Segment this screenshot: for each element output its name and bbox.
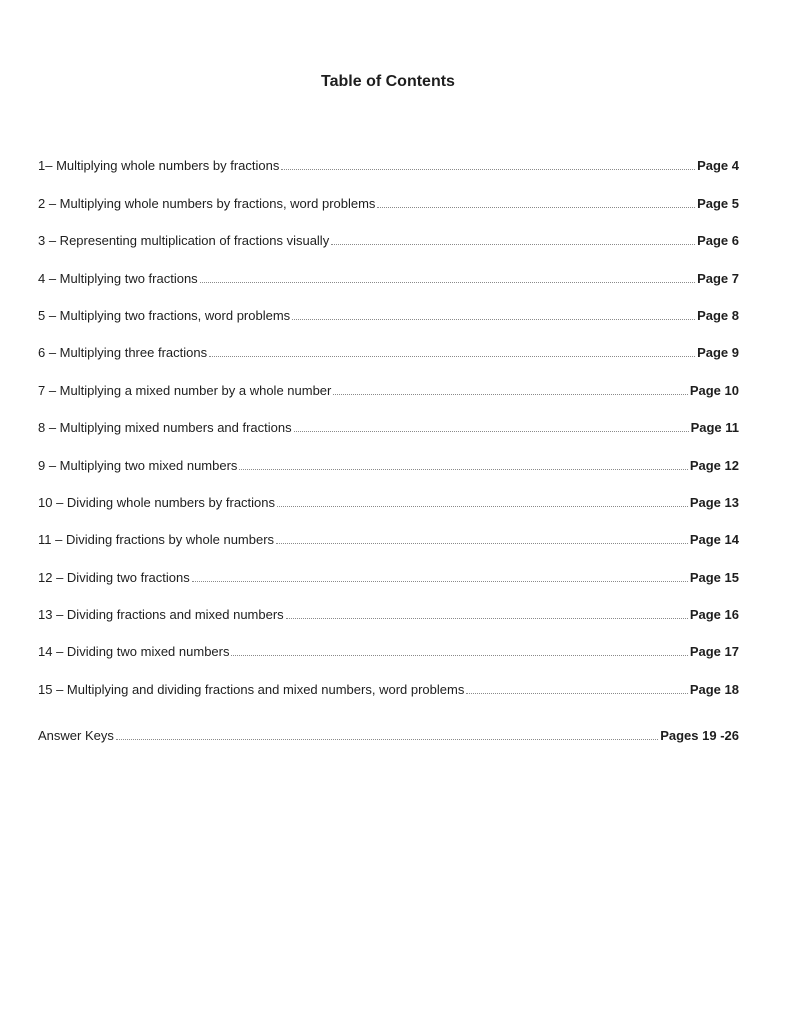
toc-entry-6[interactable] — [38, 335, 739, 372]
toc-entry-label: 14 – Dividing two mixed numbers — [38, 644, 230, 660]
toc-entry-label: 15 – Multiplying and dividing fractions and mixed numbers, word problems — [38, 681, 465, 697]
toc-entry-page: Page 11 — [690, 420, 739, 436]
toc-entry-label: 5 – Multiplying two fractions, word problems — [38, 307, 291, 323]
toc-entry-page: Page 9 — [697, 345, 739, 361]
toc-entry-15[interactable] — [38, 671, 739, 708]
toc-entry-11[interactable] — [38, 522, 739, 559]
toc-entry-label: 7 – Multiplying a mixed number by a whole number — [38, 382, 332, 398]
dot-leader — [239, 469, 687, 470]
toc-entry-label: 10 – Dividing whole numbers by fractions — [38, 494, 276, 510]
dot-leader — [377, 207, 695, 208]
dot-leader — [209, 356, 695, 357]
toc-entry-answer-keys[interactable] — [38, 718, 739, 755]
toc-entry-3[interactable] — [38, 223, 739, 260]
toc-entry-page: Page 12 — [689, 457, 739, 473]
toc-entry-page: Page 5 — [697, 195, 739, 211]
toc-entry-12[interactable] — [38, 559, 739, 596]
toc-entry-page: Page 17 — [689, 644, 739, 660]
toc-entry-page: Pages 19 -26 — [660, 728, 739, 744]
toc-entry-label: 12 – Dividing two fractions — [38, 569, 190, 585]
dot-leader — [276, 543, 688, 544]
toc-entry-4[interactable] — [38, 260, 739, 297]
toc-entry-page: Page 16 — [689, 607, 739, 623]
page-title: Table of Contents — [321, 73, 455, 90]
toc-entry-label: 2 – Multiplying whole numbers by fractions, word problems — [38, 195, 376, 211]
toc-entry-5[interactable] — [38, 298, 739, 335]
toc-entry-label: 13 – Dividing fractions and mixed numbers — [38, 607, 284, 623]
toc-entry-8[interactable] — [38, 410, 739, 447]
dot-leader — [333, 394, 687, 395]
toc-entry-2[interactable] — [38, 185, 739, 222]
dot-leader — [281, 169, 695, 170]
toc-entry-9[interactable] — [38, 447, 739, 484]
dot-leader — [466, 693, 688, 694]
toc-entry-label: 6 – Multiplying three fractions — [38, 345, 208, 361]
toc-entry-page: Page 18 — [689, 681, 739, 697]
toc-entry-page: Page 10 — [689, 382, 739, 398]
dot-leader — [200, 282, 695, 283]
toc-list — [38, 148, 739, 709]
toc-entry-label: 11 – Dividing fractions by whole numbers — [38, 532, 275, 548]
toc-entry-page: Page 14 — [689, 532, 739, 548]
dot-leader — [192, 581, 688, 582]
toc-entry-7[interactable] — [38, 372, 739, 409]
toc-entry-page: Page 4 — [697, 158, 739, 174]
dot-leader — [116, 739, 658, 740]
toc-entry-label: 1– Multiplying whole numbers by fractions — [38, 158, 280, 174]
toc-entry-page: Page 8 — [697, 307, 739, 323]
toc-entry-page: Page 15 — [689, 569, 739, 585]
dot-leader — [231, 655, 687, 656]
toc-entry-label: 9 – Multiplying two mixed numbers — [38, 457, 238, 473]
toc-entry-page: Page 7 — [697, 270, 739, 286]
toc-entry-label: 3 – Representing multiplication of fractions visually — [38, 233, 330, 249]
dot-leader — [292, 319, 695, 320]
toc-entry-13[interactable] — [38, 597, 739, 634]
toc-entry-10[interactable] — [38, 485, 739, 522]
toc-entry-label: 4 – Multiplying two fractions — [38, 270, 198, 286]
toc-entry-page: Page 6 — [697, 233, 739, 249]
toc-entry-page: Page 13 — [689, 494, 739, 510]
dot-leader — [331, 244, 695, 245]
toc-entry-1[interactable] — [38, 148, 739, 185]
toc-entry-label: Answer Keys — [38, 728, 114, 744]
dot-leader — [294, 431, 689, 432]
toc-entry-label: 8 – Multiplying mixed numbers and fractions — [38, 420, 292, 436]
dot-leader — [277, 506, 688, 507]
toc-entry-14[interactable] — [38, 634, 739, 671]
dot-leader — [286, 618, 688, 619]
